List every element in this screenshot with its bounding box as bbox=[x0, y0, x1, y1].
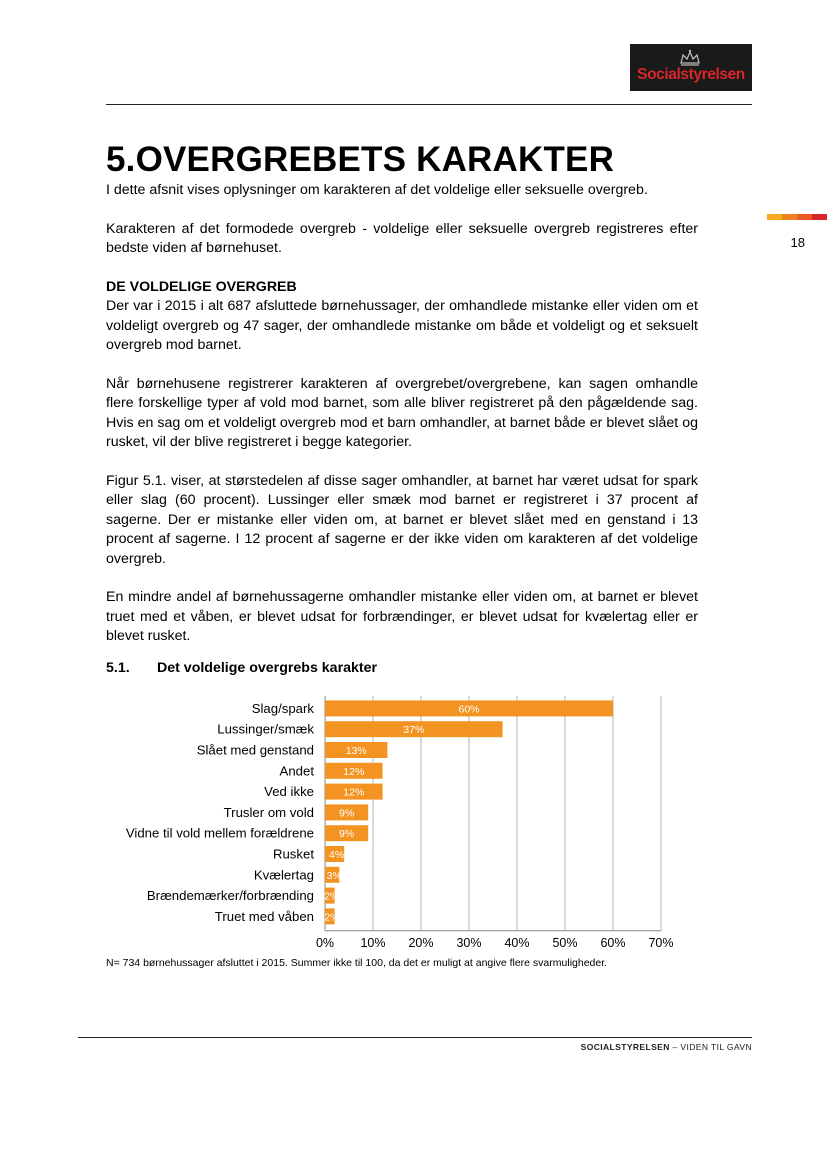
category-label: Trusler om vold bbox=[223, 804, 314, 820]
figure-title bbox=[106, 660, 377, 676]
x-tick-label: 30% bbox=[456, 935, 482, 950]
data-label: 3% bbox=[326, 869, 342, 882]
category-label: Andet bbox=[279, 763, 314, 779]
figure-caption: Det voldelige overgrebs karakter bbox=[157, 660, 378, 676]
crown-icon bbox=[679, 49, 701, 67]
page-number: 18 bbox=[790, 235, 805, 250]
paragraph-1: Karakteren af det formodede overgreb - voldelige eller seksuelle overgreb registreres efter bedste viden af børnehuset. bbox=[106, 220, 698, 257]
data-label: 2% bbox=[324, 911, 340, 924]
data-label: 2% bbox=[324, 890, 340, 903]
data-label: 37% bbox=[403, 724, 425, 737]
category-label: Truet med våben bbox=[214, 908, 314, 924]
intro-paragraph: I dette afsnit vises oplysninger om karakteren af det voldelige eller seksuelle overgreb. bbox=[106, 182, 648, 198]
data-label: 60% bbox=[458, 703, 480, 716]
figure-note: N= 734 børnehussager afsluttet i 2015. Summer ikke til 100, da det er muligt at angive flere svarmuligheder. bbox=[106, 957, 608, 969]
x-tick-label: 50% bbox=[552, 935, 578, 950]
data-label: 12% bbox=[343, 765, 365, 778]
socialstyrelsen-logo bbox=[630, 44, 752, 91]
section-content bbox=[106, 140, 698, 647]
category-label: Kvælertag bbox=[253, 867, 314, 883]
category-label: Vidne til vold mellem forældrene bbox=[125, 825, 314, 841]
x-tick-label: 20% bbox=[408, 935, 434, 950]
footer-brand-name: SOCIALSTYRELSEN bbox=[580, 1042, 670, 1052]
x-tick-label: 70% bbox=[648, 935, 674, 950]
page-color-bar bbox=[767, 214, 827, 220]
category-label: Lussinger/smæk bbox=[217, 721, 314, 737]
data-label: 12% bbox=[343, 786, 365, 799]
paragraph-2: Der var i 2015 i alt 687 afsluttede børnehussager, der omhandlede mistanke eller viden om et voldeligt overgreb og 47 sager, der omhandlede mistanke om både et voldeligt og et seksuelt overgreb mod barnet. bbox=[106, 298, 698, 354]
header-divider bbox=[106, 104, 752, 105]
category-label: Brændemærker/forbrænding bbox=[146, 888, 314, 904]
figure-number: 5.1. bbox=[106, 660, 130, 676]
paragraph-5: En mindre andel af børnehussagerne omhandler mistanke eller viden om, at barnet er blevet truet med et våben, er blevet udsat for forbrændinger, er blevet udsat for kvælertag eller er blevet rusket. bbox=[106, 589, 698, 645]
category-label: Slået med genstand bbox=[196, 742, 314, 758]
data-label: 4% bbox=[329, 849, 345, 861]
subheading: DE VOLDELIGE OVERGREB bbox=[106, 279, 297, 295]
x-tick-label: 60% bbox=[600, 935, 626, 950]
footer-brand bbox=[560, 1042, 752, 1052]
category-label: Slag/spark bbox=[251, 700, 314, 716]
x-tick-label: 0% bbox=[315, 935, 335, 950]
category-label: Rusket bbox=[272, 846, 314, 862]
paragraph-3: Når børnehusene registrerer karakteren af overgrebet/overgrebene, kan sagen omhandle flere forskellige typer af vold mod barnet, som alle bliver registreret på den pågældende sag. Hvis en sag om et voldeligt overgreb mod et barn omhandler, at barnet både er blevet slået og rusket, vil der blive registreret i begge kategorier. bbox=[106, 376, 698, 451]
data-label: 9% bbox=[339, 828, 355, 841]
bar-chart bbox=[0, 690, 827, 950]
data-label: 9% bbox=[339, 807, 355, 820]
footer-divider bbox=[78, 1037, 752, 1038]
x-tick-label: 40% bbox=[504, 935, 530, 950]
category-label: Ved ikke bbox=[264, 784, 314, 800]
logo-wordmark: Socialstyrelsen bbox=[637, 66, 745, 83]
paragraph-4: Figur 5.1. viser, at størstedelen af disse sager omhandler, at barnet har været udsat for spark eller slag (60 procent). Lussinger eller smæk mod barnet er registreret i 37 procent af sagerne. Der er mistanke eller viden om, at barnet er blevet slået med en genstand i 13 procent af sagerne. I 12 procent af sagerne er der ikke viden om karakteren af det voldelige overgreb. bbox=[106, 473, 698, 567]
footer-tagline: – VIDEN TIL GAVN bbox=[669, 1042, 752, 1052]
section-title: 5.OVERGREBETS KARAKTER bbox=[106, 140, 615, 179]
data-label: 13% bbox=[345, 745, 367, 757]
x-tick-label: 10% bbox=[360, 935, 386, 950]
